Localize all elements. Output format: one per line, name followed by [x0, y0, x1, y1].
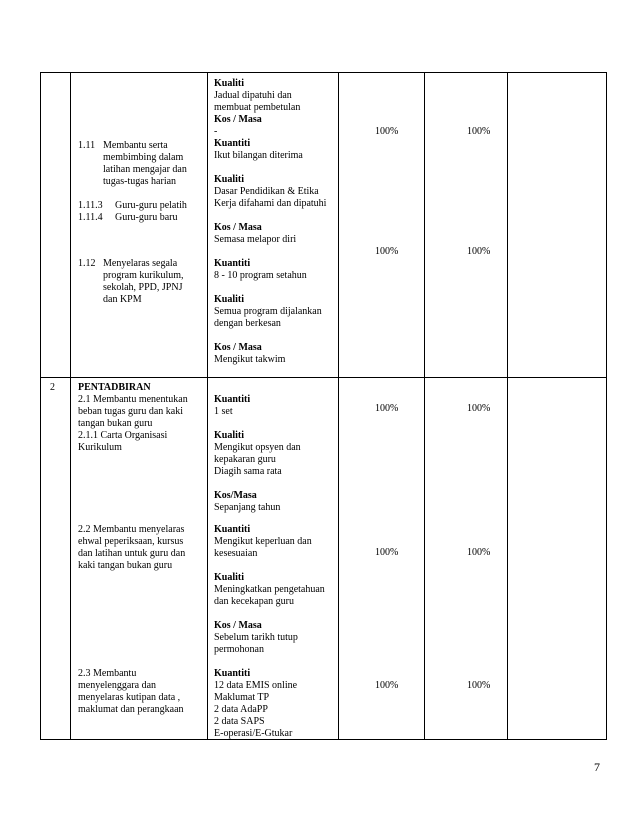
target-percent: 100% — [375, 403, 399, 414]
kuantiti-text: 12 data EMIS online — [214, 680, 298, 691]
kualiti-text: Kerja difahami dan dipatuhi — [214, 198, 327, 209]
kuantiti-text: E-operasi/E-Gtukar — [214, 728, 293, 739]
kualiti-text: membuat pembetulan — [214, 102, 301, 113]
kos-masa-label: Kos / Masa — [214, 222, 262, 233]
item-2-1-line: tangan bukan guru — [78, 418, 153, 429]
item-1-11-line3: latihan mengajar dan — [103, 164, 187, 175]
kuantiti-text: 8 - 10 program setahun — [214, 270, 307, 281]
item-1-11-line2: membimbing dalam — [103, 152, 184, 163]
kuantiti-label: Kuantiti — [214, 138, 251, 149]
target-percent: 100% — [375, 246, 399, 257]
table-border-right — [606, 72, 607, 740]
kos-masa-label: Kos/Masa — [214, 490, 257, 501]
item-1-12-line3: sekolah, PPD, JPNJ — [103, 282, 183, 293]
page-number: 7 — [594, 760, 600, 774]
kuantiti-text: Mengikut keperluan dan — [214, 536, 312, 547]
col-divider-4 — [424, 72, 425, 740]
kualiti-text: Diagih sama rata — [214, 466, 282, 477]
section-heading: PENTADBIRAN — [78, 382, 151, 393]
kualiti-text: Meningkatkan pengetahuan — [214, 584, 325, 595]
table-border-left — [40, 72, 41, 740]
item-2-1-line: 2.1 Membantu menentukan — [78, 394, 188, 405]
kualiti-text: Jadual dipatuhi dan — [214, 90, 292, 101]
item-2-3-line: menyelaras kutipan data , — [78, 692, 181, 703]
kos-masa-text: Semasa melapor diri — [214, 234, 297, 245]
kualiti-text: Dasar Pendidikan & Etika — [214, 186, 319, 197]
item-1-12-number: 1.12 — [78, 258, 96, 269]
item-1-12-line2: program kurikulum, — [103, 270, 184, 281]
achieved-percent: 100% — [467, 126, 491, 137]
kos-masa-text: Sepanjang tahun — [214, 502, 281, 513]
kuantiti-text: Maklumat TP — [214, 692, 270, 703]
item-1-11-number: 1.11 — [78, 140, 96, 151]
kuantiti-text: 2 data AdaPP — [214, 704, 268, 715]
kos-masa-label: Kos / Masa — [214, 342, 262, 353]
kualiti-label: Kualiti — [214, 572, 245, 583]
kos-masa-text: - — [214, 126, 218, 137]
col-divider-2 — [207, 72, 208, 740]
achieved-percent: 100% — [467, 246, 491, 257]
kuantiti-text: Ikut bilangan diterima — [214, 150, 303, 161]
item-1-11-3-number: 1.11.3 — [78, 200, 103, 211]
kuantiti-text: 1 set — [214, 406, 233, 417]
kualiti-text: dan kecekapan guru — [214, 596, 294, 607]
achieved-percent: 100% — [467, 547, 491, 558]
kos-masa-label: Kos / Masa — [214, 114, 262, 125]
kualiti-text: dengan berkesan — [214, 318, 281, 329]
kos-masa-text: Mengikut takwim — [214, 354, 286, 365]
kos-masa-label: Kos / Masa — [214, 620, 262, 631]
item-1-12-line4: dan KPM — [103, 294, 142, 305]
item-1-11-3-text: Guru-guru pelatih — [115, 200, 187, 211]
col-divider-5 — [507, 72, 508, 740]
kuantiti-label: Kuantiti — [214, 258, 251, 269]
item-1-11-4-number: 1.11.4 — [78, 212, 103, 223]
table-border-bottom — [40, 739, 607, 740]
kuantiti-label: Kuantiti — [214, 668, 251, 679]
item-2-2-line: dan latihan untuk guru dan — [78, 548, 186, 559]
item-2-2-line: kaki tangan bukan guru — [78, 560, 173, 571]
item-2-2-line: ehwal peperiksaan, kursus — [78, 536, 184, 547]
kuantiti-label: Kuantiti — [214, 524, 251, 535]
kuantiti-text: kesesuaian — [214, 548, 258, 559]
kualiti-label: Kualiti — [214, 174, 245, 185]
item-2-3-line: 2.3 Membantu — [78, 668, 137, 679]
kualiti-label: Kualiti — [214, 430, 245, 441]
item-1-11-line1: Membantu serta — [103, 140, 168, 151]
kualiti-label: Kualiti — [214, 78, 245, 89]
kuantiti-label: Kuantiti — [214, 394, 251, 405]
row-divider — [40, 377, 607, 378]
target-percent: 100% — [375, 680, 399, 691]
target-percent: 100% — [375, 547, 399, 558]
kualiti-text: Mengikut opsyen dan — [214, 442, 301, 453]
achieved-percent: 100% — [467, 403, 491, 414]
item-2-3-line: menyelenggara dan — [78, 680, 157, 691]
achieved-percent: 100% — [467, 680, 491, 691]
kualiti-text: kepakaran guru — [214, 454, 276, 465]
item-1-12-line1: Menyelaras segala — [103, 258, 178, 269]
item-2-1-line: Kurikulum — [78, 442, 122, 453]
kuantiti-text: 2 data SAPS — [214, 716, 265, 727]
item-1-11-line4: tugas-tugas harian — [103, 176, 177, 187]
kos-masa-text: permohonan — [214, 644, 264, 655]
item-2-1-line: 2.1.1 Carta Organisasi — [78, 430, 168, 441]
item-1-11-4-text: Guru-guru baru — [115, 212, 178, 223]
col-divider-1 — [70, 72, 71, 740]
item-2-2-line: 2.2 Membantu menyelaras — [78, 524, 185, 535]
col-divider-3 — [338, 72, 339, 740]
target-percent: 100% — [375, 126, 399, 137]
kualiti-label: Kualiti — [214, 294, 245, 305]
row-number: 2 — [50, 382, 55, 393]
table-border-top — [40, 72, 607, 73]
item-2-1-line: beban tugas guru dan kaki — [78, 406, 183, 417]
item-2-3-line: maklumat dan perangkaan — [78, 704, 184, 715]
kualiti-text: Semua program dijalankan — [214, 306, 322, 317]
kos-masa-text: Sebelum tarikh tutup — [214, 632, 298, 643]
